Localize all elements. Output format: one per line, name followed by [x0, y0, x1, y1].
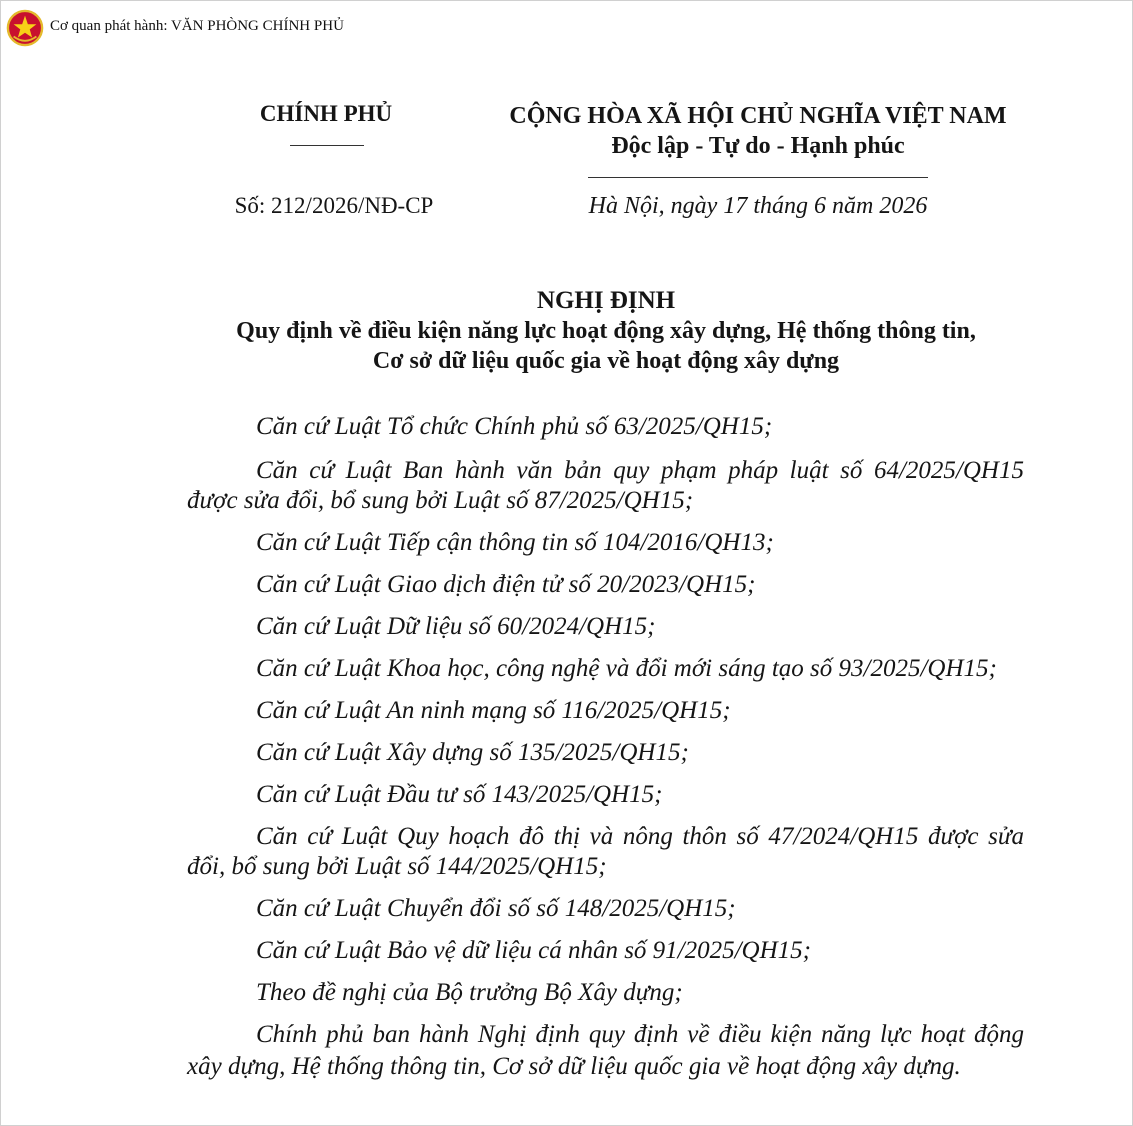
preamble-line: Căn cứ Luật Dữ liệu số 60/2024/QH15;: [256, 613, 656, 640]
motto-underline: [588, 177, 928, 178]
preamble-line: xây dựng, Hệ thống thông tin, Cơ sở dữ liệu quốc gia về hoạt động xây dựng.: [187, 1053, 961, 1080]
preamble-line: Chính phủ ban hành Nghị định quy định về điều kiện năng lực hoạt động: [256, 1021, 1024, 1048]
preamble-line: Căn cứ Luật Ban hành văn bản quy phạm pháp luật số 64/2025/QH15: [256, 457, 1024, 484]
national-motto: Độc lập - Tự do - Hạnh phúc: [611, 133, 905, 159]
issuer-label: Cơ quan phát hành: VĂN PHÒNG CHÍNH PHỦ: [50, 18, 344, 34]
preamble-line: được sửa đổi, bổ sung bởi Luật số 87/2025/QH15;: [187, 487, 694, 514]
preamble-line: Căn cứ Luật Đầu tư số 143/2025/QH15;: [256, 781, 663, 808]
preamble-line: Theo đề nghị của Bộ trưởng Bộ Xây dựng;: [256, 979, 683, 1006]
document-number: Số: 212/2026/NĐ-CP: [234, 193, 434, 218]
preamble-line: Căn cứ Luật Chuyển đổi số số 148/2025/QH15;: [256, 895, 736, 922]
preamble-line: Căn cứ Luật An ninh mạng số 116/2025/QH15;: [256, 697, 731, 724]
preamble-line: Căn cứ Luật Xây dựng số 135/2025/QH15;: [256, 739, 689, 766]
agency-underline: [290, 145, 364, 146]
preamble-line: đổi, bổ sung bởi Luật số 144/2025/QH15;: [187, 853, 607, 880]
preamble-line: Căn cứ Luật Quy hoạch đô thị và nông thôn số 47/2024/QH15 được sửa: [256, 823, 1024, 850]
preamble-line: Căn cứ Luật Bảo vệ dữ liệu cá nhân số 91/2025/QH15;: [256, 937, 811, 964]
preamble-line: Căn cứ Luật Khoa học, công nghệ và đổi mới sáng tạo số 93/2025/QH15;: [256, 655, 997, 682]
nation-name: CỘNG HÒA XÃ HỘI CHỦ NGHĨA VIỆT NAM: [509, 103, 1007, 129]
title-line-2: Cơ sở dữ liệu quốc gia về hoạt động xây dựng: [372, 348, 840, 374]
preamble-line: Căn cứ Luật Tiếp cận thông tin số 104/2016/QH13;: [256, 529, 774, 556]
preamble-line: Căn cứ Luật Tổ chức Chính phủ số 63/2025/QH15;: [256, 413, 773, 440]
title-line-1: Quy định về điều kiện năng lực hoạt động xây dựng, Hệ thống thông tin,: [236, 318, 976, 344]
place-date: Hà Nội, ngày 17 tháng 6 năm 2026: [588, 193, 928, 219]
preamble-line: Căn cứ Luật Giao dịch điện tử số 20/2023/QH15;: [256, 571, 756, 598]
document-type: NGHỊ ĐỊNH: [536, 287, 676, 314]
agency-name: CHÍNH PHỦ: [259, 101, 393, 126]
